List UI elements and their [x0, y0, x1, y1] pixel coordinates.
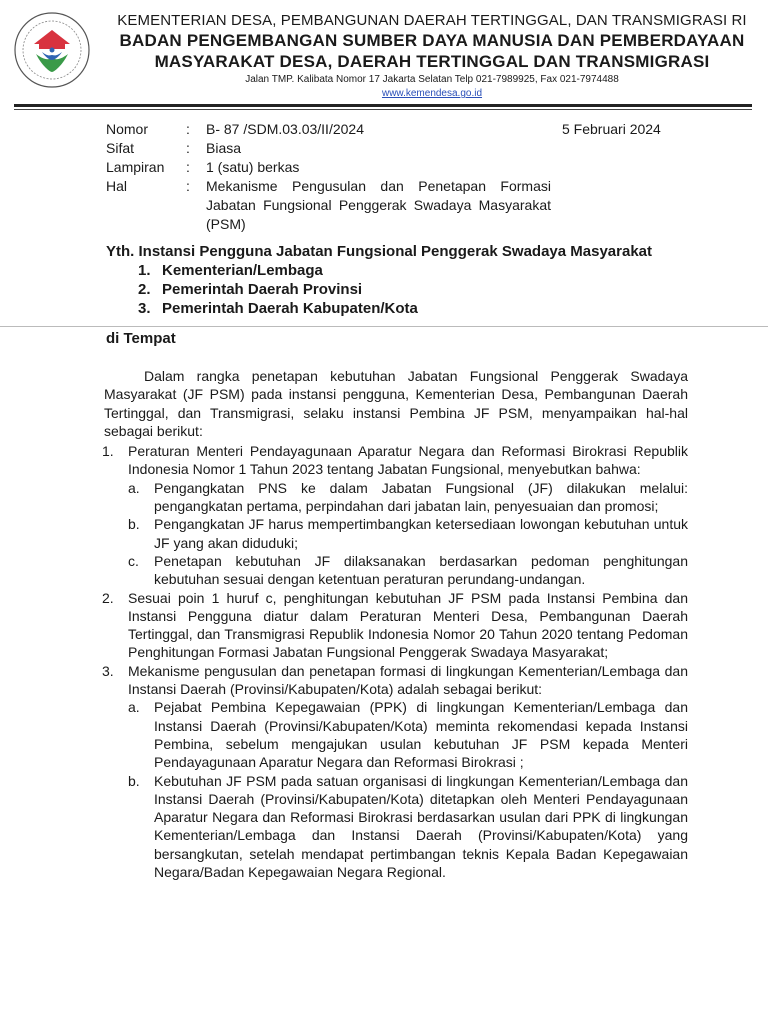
letterhead-divider-thin: [14, 109, 752, 110]
intro-paragraph: Dalam rangka penetapan kebutuhan Jabatan Fungsional Penggerak Swadaya Masyarakat (JF PSM) pada instansi pengguna, Kementerian Desa, Pembangunan Daerah Tertinggal, dan Transmigrasi, selaku instansi Pembina JF PSM, menyampaikan hal-hal sebagai berikut:: [104, 368, 688, 439]
meta-colon: :: [186, 159, 190, 175]
meta-row-sifat: [106, 139, 551, 158]
addressee-title: Yth. Instansi Pengguna Jabatan Fungsional Penggerak Swadaya Masyarakat: [106, 243, 652, 260]
letter-body: [104, 367, 688, 881]
letter-date: 5 Februari 2024: [562, 121, 661, 137]
meta-label: Lampiran: [106, 159, 165, 175]
meta-label: Hal: [106, 178, 128, 194]
body-subitem: b. Pengangkatan JF harus mempertimbangkan ketersediaan lowongan kebutuhan untuk JF yang akan diduduki;: [128, 516, 688, 551]
body-subitem-text: Penetapan kebutuhan JF dilaksanakan berdasarkan pedoman penghitungan kebutuhan sesuai dengan ketentuan peraturan perundang-undangan.: [154, 552, 688, 588]
addressee-location: di Tempat: [106, 330, 176, 347]
agency-address: Jalan TMP. Kalibata Nomor 17 Jakarta Selatan Telp 021-7989925, Fax 021-7974488: [245, 74, 619, 85]
addressee-list: [138, 261, 418, 318]
body-item-text: Sesuai poin 1 huruf c, penghitungan kebutuhan JF PSM pada Instansi Pembina dan Instansi Pengguna diatur dalam Peraturan Menteri Desa, Pembangunan Daerah Tertinggal, dan Transmigrasi Republik Indonesia Nomor 20 Tahun 2020 tentang Pedoman Penghitungan Formasi Jabatan Fungsional Penggerak Swadaya Masyarakat;: [128, 589, 688, 661]
body-subitem: a. Pengangkatan PNS ke dalam Jabatan Fungsional (JF) dilakukan melalui: pengangkatan pertama, perpindahan dari jabatan lain, penyesuaian dan promosi;: [128, 479, 688, 515]
meta-label: Sifat: [106, 140, 135, 156]
body-subitem: c. Penetapan kebutuhan JF dilaksanakan berdasarkan pedoman penghitungan kebutuhan sesuai dengan ketentuan peraturan perundang-undangan.: [128, 552, 688, 588]
meta-label: Nomor: [106, 121, 149, 137]
body-item: 2. Sesuai poin 1 huruf c, penghitungan kebutuhan JF PSM pada Instansi Pembina dan Instansi Pengguna diatur dalam Peraturan Menteri Desa, Pembangunan Daerah Tertinggal, dan Transmigrasi Republik Indonesia Nomor 20 Tahun 2020 tentang Pedoman Penghitungan Formasi Jabatan Fungsional Penggerak Swadaya Masyarakat;: [102, 589, 688, 661]
letter-meta: [106, 120, 551, 234]
body-subitem-text: Pengangkatan JF harus mempertimbangkan ketersediaan lowongan kebutuhan untuk JF yang akan diduduki;: [154, 516, 688, 551]
meta-colon: :: [186, 178, 190, 194]
meta-colon: :: [186, 140, 190, 156]
meta-row-hal: [106, 177, 551, 234]
agency-name-line2: MASYARAKAT DESA, DAERAH TERTINGGAL DAN TRANSMIGRASI: [154, 52, 710, 71]
meta-row-lampiran: [106, 158, 551, 177]
body-item: 3. Mekanisme pengusulan dan penetapan formasi di lingkungan Kementerian/Lembaga dan Instansi Daerah (Provinsi/Kabupaten/Kota) adalah sebagai berikut: a. Pejabat Pembina Kepegawaian (PPK) di lingkungan Kementerian/Lembaga dan Instansi Daerah (Provinsi/Kabupaten/Kota) meminta rekomendasi kepada Instansi Pembina, sebelum mengajukan usulan kebutuhan JF PSM kepada Menteri Pendayagunaan Aparatur Negara dan Reformasi Birokrasi ; b. Kebutuhan JF PSM pada satuan organisasi di lingkungan Kementerian/Lembaga dan Instansi Daerah (Provinsi/Kabupaten/Kota) ditetapkan oleh Menteri Pendayagunaan Aparatur Negara dan Reformasi Birokrasi berdasarkan usulan dari PPK di lingkungan Kementerian/Lembaga dan Instansi Daerah (Provinsi/Kabupaten/Kota) yang bersangkutan, setelah mendapat pertimbangan teknis Kepala Badan Kepegawaian Negara/Badan Kepegawaian Negara Regional.: [102, 662, 688, 881]
meta-colon: :: [186, 121, 190, 137]
body-subitem: a. Pejabat Pembina Kepegawaian (PPK) di lingkungan Kementerian/Lembaga dan Instansi Daerah (Provinsi/Kabupaten/Kota) meminta rekomendasi kepada Instansi Pembina, sebelum mengajukan usulan kebutuhan JF PSM kepada Menteri Pendayagunaan Aparatur Negara dan Reformasi Birokrasi ;: [128, 699, 688, 771]
meta-value-lampiran: 1 (satu) berkas: [206, 159, 300, 175]
body-item-text: Mekanisme pengusulan dan penetapan formasi di lingkungan Kementerian/Lembaga dan Instansi Daerah (Provinsi/Kabupaten/Kota) adalah sebagai berikut:: [128, 662, 688, 698]
meta-row-nomor: [106, 120, 551, 139]
agency-website-link[interactable]: www.kemendesa.go.id: [381, 88, 483, 99]
scan-line: [0, 326, 768, 327]
addressee-item: 2. Pemerintah Daerah Provinsi: [138, 281, 363, 298]
body-item-text: Peraturan Menteri Pendayagunaan Aparatur Negara dan Reformasi Birokrasi Republik Indonesia Nomor 1 Tahun 2023 tentang Jabatan Fungsional, menyebutkan bahwa:: [128, 443, 688, 478]
body-subitem-text: Pengangkatan PNS ke dalam Jabatan Fungsional (JF) dilakukan melalui: pengangkatan pertama, perpindahan dari jabatan lain, penyesuaian dan promosi;: [154, 479, 688, 515]
addressee-item: 3. Pemerintah Daerah Kabupaten/Kota: [138, 300, 418, 317]
addressee-item: 1. Kementerian/Lembaga: [138, 262, 323, 279]
letterhead-divider-thick: [14, 104, 752, 107]
meta-value-sifat: Biasa: [206, 140, 242, 156]
ministry-name: KEMENTERIAN DESA, PEMBANGUNAN DAERAH TERTINGGAL, DAN TRANSMIGRASI RI: [117, 12, 747, 29]
meta-value-hal: Mekanisme Pengusulan dan Penetapan Formasi Jabatan Fungsional Penggerak Swadaya Masyarakat (PSM): [206, 178, 551, 232]
meta-value-nomor: B- 87 /SDM.03.03/II/2024: [206, 121, 364, 137]
kemendesa-logo-icon: [12, 10, 92, 90]
agency-name-line1: BADAN PENGEMBANGAN SUMBER DAYA MANUSIA DAN PEMBERDAYAAN: [119, 31, 745, 50]
body-subitem-text: Kebutuhan JF PSM pada satuan organisasi di lingkungan Kementerian/Lembaga dan Instansi Daerah (Provinsi/Kabupaten/Kota) ditetapkan oleh Menteri Pendayagunaan Aparatur Negara dan Reformasi Birokrasi berdasarkan usulan dari PPK di lingkungan Kementerian/Lembaga dan Instansi Daerah (Provinsi/Kabupaten/Kota) yang bersangkutan, setelah mendapat pertimbangan teknis Kepala Badan Kepegawaian Negara/Badan Kepegawaian Negara Regional.: [154, 772, 688, 881]
body-subitem-text: Pejabat Pembina Kepegawaian (PPK) di lingkungan Kementerian/Lembaga dan Instansi Daerah (Provinsi/Kabupaten/Kota) meminta rekomendasi kepada Instansi Pembina, sebelum mengajukan usulan kebutuhan JF PSM kepada Menteri Pendayagunaan Aparatur Negara dan Reformasi Birokrasi ;: [154, 699, 688, 771]
body-item: 1. Peraturan Menteri Pendayagunaan Aparatur Negara dan Reformasi Birokrasi Republik Indonesia Nomor 1 Tahun 2023 tentang Jabatan Fungsional, menyebutkan bahwa: a. Pengangkatan PNS ke dalam Jabatan Fungsional (JF) dilakukan melalui: pengangkatan pertama, perpindahan dari jabatan lain, penyesuaian dan promosi; b. Pengangkatan JF harus mempertimbangkan ketersediaan lowongan kebutuhan untuk JF yang akan diduduki; c. Penetapan kebutuhan JF dilaksanakan berdasarkan pedoman penghitungan kebutuhan sesuai dengan ketentuan peraturan perundang-undangan.: [102, 443, 688, 588]
body-subitem: b. Kebutuhan JF PSM pada satuan organisasi di lingkungan Kementerian/Lembaga dan Instansi Daerah (Provinsi/Kabupaten/Kota) ditetapkan oleh Menteri Pendayagunaan Aparatur Negara dan Reformasi Birokrasi berdasarkan usulan dari PPK di lingkungan Kementerian/Lembaga dan Instansi Daerah (Provinsi/Kabupaten/Kota) yang bersangkutan, setelah mendapat pertimbangan teknis Kepala Badan Kepegawaian Negara/Badan Kepegawaian Negara Regional.: [128, 772, 688, 881]
